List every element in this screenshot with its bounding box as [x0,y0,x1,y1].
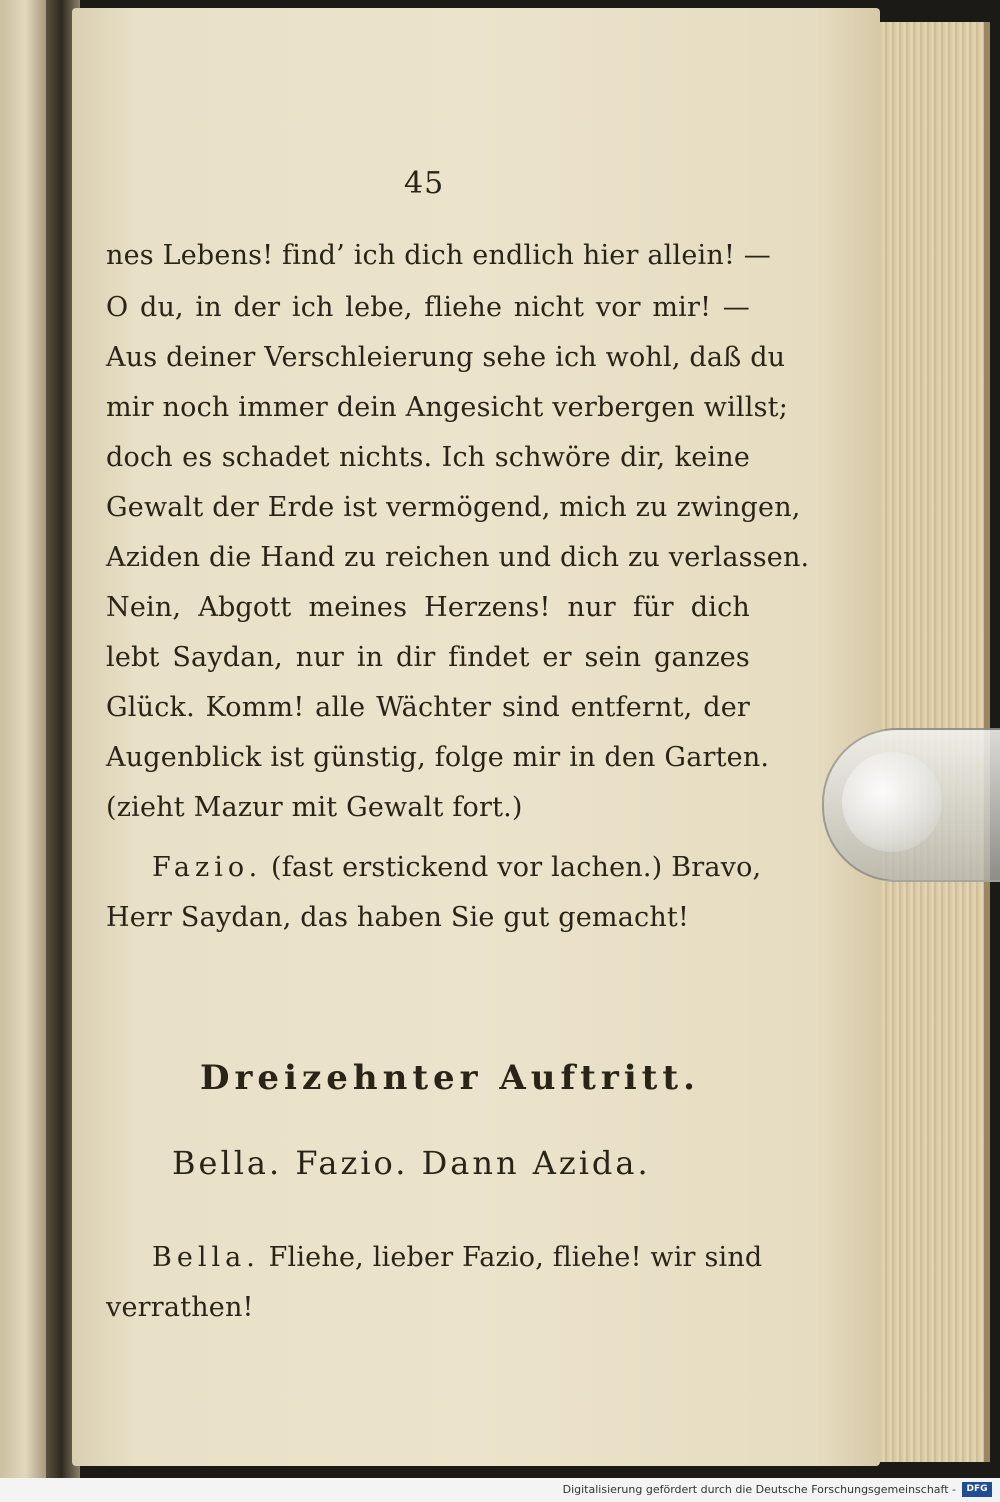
bella-speech-1: Fliehe, lieber Fazio, fliehe! wir sind [268,1242,763,1273]
text-line-1: nes Lebens! find’ ich dich endlich hier allein! — [106,240,771,271]
text-line-4: mir noch immer dein Angesicht verbergen willst; [106,392,788,423]
facing-page-edge [0,0,46,1478]
speaker-bella-line-1 [152,1242,762,1273]
speaker-name-fazio: Fazio. [152,852,263,883]
bella-speech-2: verrathen! [106,1292,254,1323]
fazio-speech-2: Herr Saydan, das haben Sie gut gemacht! [106,902,690,933]
text-line-8: Nein, Abgott meines Herzens! nur für dich [106,592,750,623]
stage-direction: (zieht Mazur mit Gewalt fort.) [106,792,523,823]
text-line-9: lebt Saydan, nur in dir findet er sein ganzes [106,642,750,673]
page-number: 45 [404,166,445,201]
speaker-fazio-line-1 [152,852,761,883]
text-line-7: Aziden die Hand zu reichen und dich zu verlassen. [106,542,810,573]
page-clip [822,728,1000,882]
text-line-11: Augenblick ist günstig, folge mir in den Garten. [106,742,770,773]
speaker-name-bella: Bella. [152,1242,260,1273]
text-line-6: Gewalt der Erde ist vermögend, mich zu zwingen, [106,492,801,523]
footer-credit: Digitalisierung gefördert durch die Deutsche Forschungsgemeinschaft - [562,1483,956,1496]
dfg-logo: DFG [962,1482,992,1497]
text-line-2: O du, in der ich lebe, fliehe nicht vor mir! — [106,292,750,323]
clip-highlight [842,752,942,852]
text-line-3: Aus deiner Verschleierung sehe ich wohl, daß du [106,342,786,373]
fazio-speech-1: (fast erstickend vor lachen.) Bravo, [271,852,762,883]
text-line-10: Glück. Komm! alle Wächter sind entfernt, der [106,692,750,723]
scene-heading: Dreizehnter Auftritt. [200,1058,700,1098]
cast-list: Bella. Fazio. Dann Azida. [172,1144,651,1182]
text-line-5: doch es schadet nichts. Ich schwöre dir, keine [106,442,750,473]
